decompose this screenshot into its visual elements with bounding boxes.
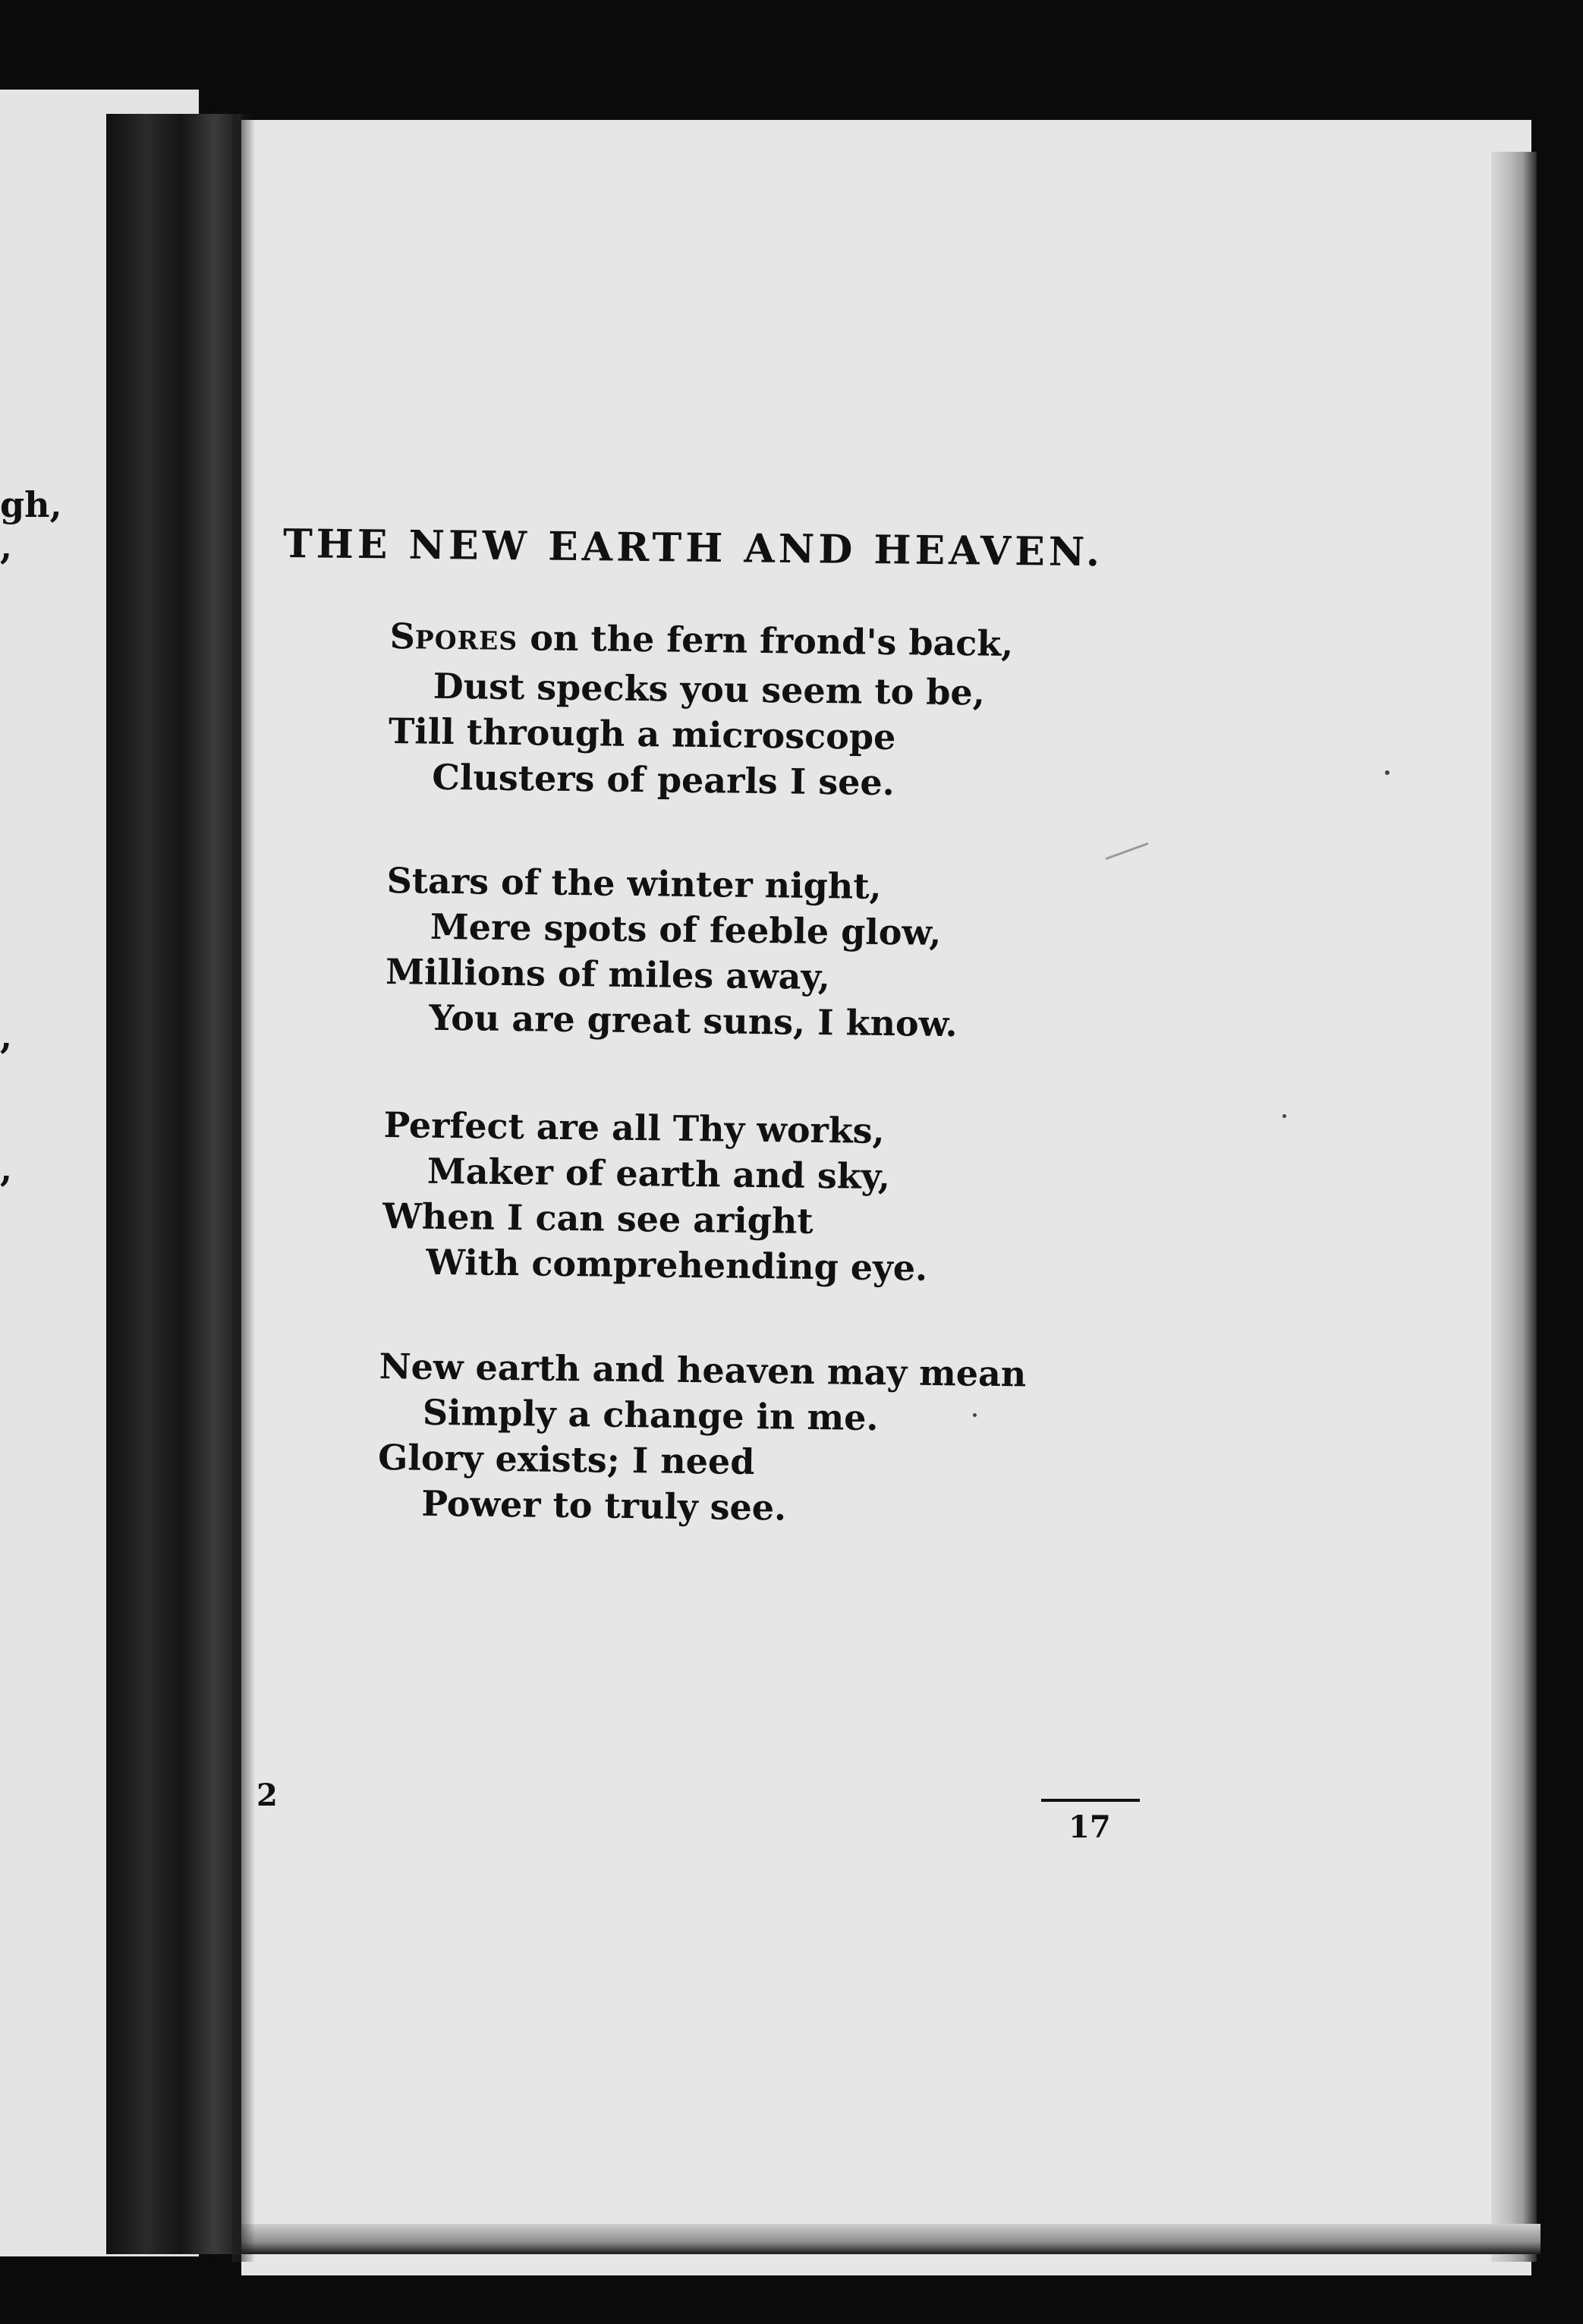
page-bottom-edge [152, 2224, 1541, 2254]
previous-page-text-fragment: , [0, 526, 13, 567]
page-number: 17 [1068, 1809, 1111, 1845]
previous-page-text-fragment: gh, [0, 484, 62, 525]
poem-line: Dust specks you seem to be, [433, 665, 986, 713]
stanza-3 [382, 1102, 930, 1291]
drop-letter: S [389, 615, 416, 657]
poem-line: Till through a microscope [388, 710, 896, 758]
poem-line [389, 613, 1013, 670]
poem-line: Maker of earth and sky, [426, 1150, 891, 1198]
poem-line: Power to truly see. [421, 1482, 787, 1529]
previous-page-text-fragment: , [0, 1148, 13, 1189]
previous-page-text-fragment: , [0, 1016, 13, 1057]
poem-line: When I can see aright [382, 1195, 814, 1242]
stanza-2 [385, 858, 959, 1047]
scan-speck [1282, 1114, 1286, 1118]
page-edge [1491, 152, 1537, 2262]
poem-line: Simply a change in me. [422, 1391, 879, 1439]
poem-line: Mere spots of feeble glow, [430, 905, 942, 953]
small-caps-word: PORES [414, 625, 518, 657]
poem-line: With comprehending eye. [426, 1241, 928, 1289]
poem-line: Glory exists; I need [377, 1436, 755, 1483]
page-number-rule [1041, 1799, 1140, 1802]
scan-speck [1385, 770, 1389, 775]
poem-line: You are great suns, I know. [429, 997, 958, 1045]
line-text: on the fern frond's back, [517, 617, 1014, 665]
book-gutter [106, 114, 241, 2254]
gutter-shadow [232, 114, 255, 2262]
poem-line: Perfect are all Thy works, [383, 1104, 885, 1152]
stanza-1 [388, 613, 1014, 807]
poem-line: New earth and heaven may mean [379, 1345, 1027, 1395]
signature-mark: 2 [256, 1778, 278, 1813]
poem-line: Clusters of pearls I see. [432, 756, 895, 804]
poem-line: Millions of miles away, [385, 950, 831, 998]
poem-line: Stars of the winter night, [386, 859, 882, 907]
poem-title: THE NEW EARTH AND HEAVEN. [282, 521, 1104, 576]
stanza-4 [377, 1343, 1027, 1533]
scan-speck [973, 1413, 977, 1417]
